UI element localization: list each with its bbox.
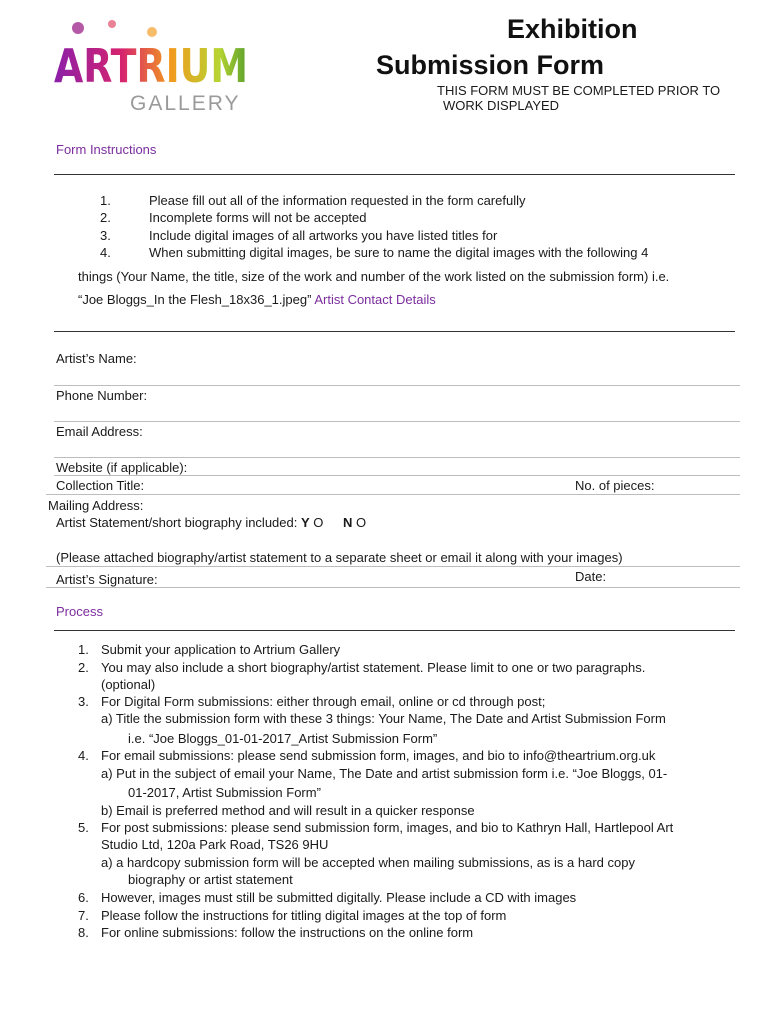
yes-radio[interactable]: O [313,515,324,530]
list-item: a) Title the submission form with these 3 things: Your Name, The Date and Artist Submission Form [101,711,666,726]
list-item-number: 4. [100,245,111,260]
header-note-line1: THIS FORM MUST BE COMPLETED PRIOR TO [437,83,721,98]
field-line [54,385,740,386]
no-radio[interactable]: O [356,515,367,530]
yes-label: Y [300,515,310,530]
pieces-label: No. of pieces: [575,478,655,493]
list-item-number: 7. [78,908,89,923]
list-item: Incomplete forms will not be accepted [149,210,367,225]
field-line [46,566,740,567]
list-item: Please fill out all of the information requested in the form carefully [149,193,526,208]
list-item: Please follow the instructions for titling digital images at the top of form [101,908,507,923]
logo-wordmark: ARTRIUM [54,39,248,93]
list-item: a) a hardcopy submission form will be accepted when mailing submissions, as is a hard copy [101,855,635,870]
page-title-line1: Exhibition [507,14,638,44]
logo-gallery-text: GALLERY [130,92,241,115]
process-heading: Process [56,604,103,619]
list-item: Include digital images of all artworks you have listed titles for [149,228,498,243]
statement-label: Artist Statement/short biography included: [56,515,298,530]
list-item-number: 6. [78,890,89,905]
list-item-number: 5. [78,820,89,835]
field-line [54,421,740,422]
list-item: b) Email is preferred method and will result in a quicker response [101,803,475,818]
list-item: For online submissions: follow the instructions on the online form [101,925,474,940]
list-item: You may also include a short biography/artist statement. Please limit to one or two paragraphs. [101,660,646,675]
list-item-number: 8. [78,925,89,940]
list-item: (optional) [101,677,156,692]
email-label: Email Address: [56,424,143,439]
list-item: For email submissions: please send submission form, images, and bio to info@theartrium.org.uk [101,748,656,763]
artist-name-label: Artist’s Name: [56,351,137,366]
list-item-number: 4. [78,748,89,763]
list-item-number: 3. [100,228,111,243]
list-item: For post submissions: please send submission form, images, and bio to Kathryn Hall, Hartlepool Art [101,820,674,835]
website-label: Website (if applicable): [56,460,188,475]
list-item: When submitting digital images, be sure to name the digital images with the following 4 [149,245,649,260]
field-line [46,494,740,495]
no-label: N [343,515,353,530]
mailing-address-label: Mailing Address: [48,498,144,513]
page-title-line2: Submission Form [376,50,605,80]
date-label: Date: [575,569,607,584]
list-item-number: 2. [100,210,111,225]
list-item-number: 2. [78,660,89,675]
list-item: However, images must still be submitted digitally. Please include a CD with images [101,890,577,905]
list-item: Submit your application to Artrium Gallery [101,642,341,657]
statement-row [56,515,366,531]
list-item: biography or artist statement [128,872,293,887]
header-note-line2: WORK DISPLAYED [443,98,560,113]
field-line [54,475,740,476]
divider [54,630,735,631]
list-item-number: 3. [78,694,89,709]
list-item: Studio Ltd, 120a Park Road, TS26 9HU [101,837,329,852]
form-instructions-heading: Form Instructions [56,142,157,157]
instructions-continuation-1: things (Your Name, the title, size of the work and number of the work listed on the submission form) i.e. [78,269,670,284]
field-line [54,457,740,458]
collection-title-label: Collection Title: [56,478,145,493]
list-item-number: 1. [100,193,111,208]
attach-note: (Please attached biography/artist statement to a separate sheet or email it along with your images) [56,550,623,565]
list-item-number: 1. [78,642,89,657]
signature-label: Artist’s Signature: [56,572,158,587]
instructions-continuation-2 [78,292,436,308]
divider [54,174,735,175]
example-filename: “Joe Bloggs_In the Flesh_18x36_1.jpeg” [78,292,312,307]
artist-contact-heading: Artist Contact Details [314,292,436,307]
list-item: For Digital Form submissions: either through email, online or cd through post; [101,694,546,709]
divider [54,331,735,332]
list-item: 01-2017, Artist Submission Form” [128,785,321,800]
list-item: a) Put in the subject of email your Name, The Date and artist submission form i.e. “Joe Bloggs, 01- [101,766,668,781]
list-item: i.e. “Joe Bloggs_01-01-2017_Artist Submission Form” [128,731,438,746]
field-line [46,587,740,588]
phone-label: Phone Number: [56,388,148,403]
